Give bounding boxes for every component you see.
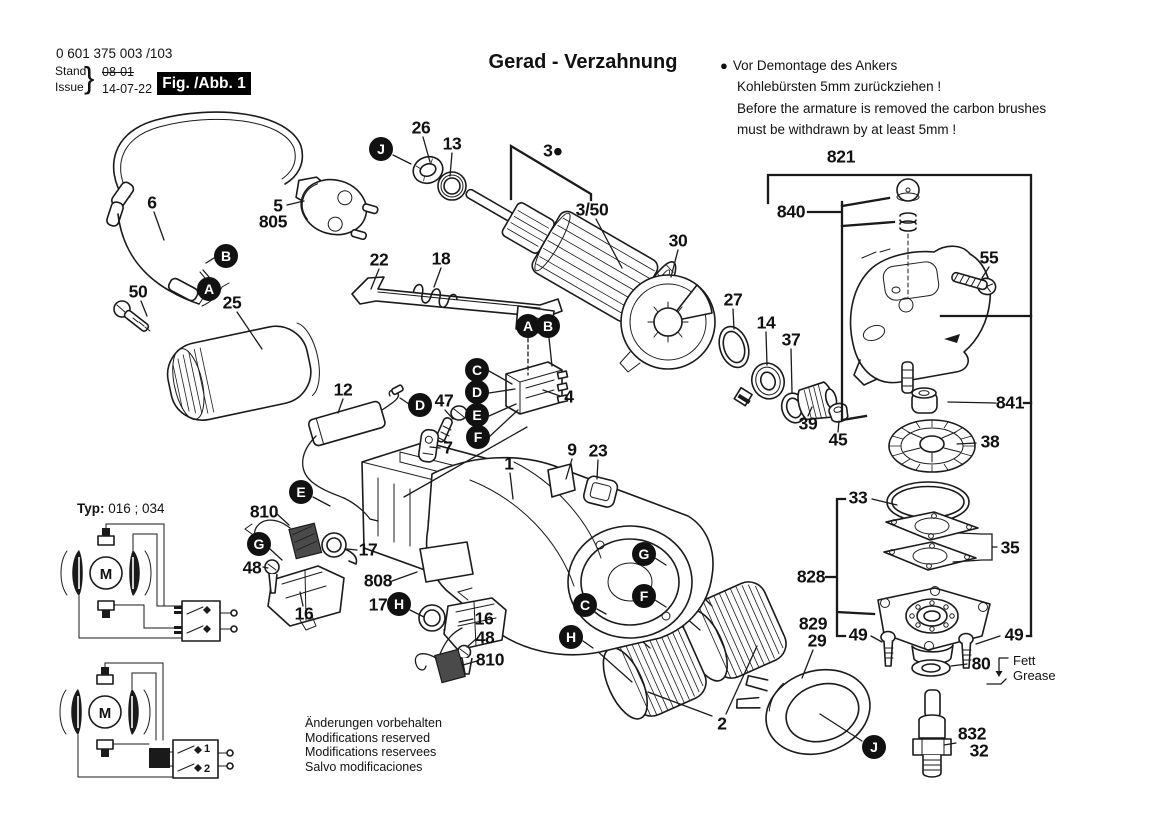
part-label-80: 80 (971, 653, 991, 674)
bearing-flange-drawing (878, 587, 990, 664)
part-label-4: 4 (564, 386, 574, 407)
part-label-37: 37 (781, 329, 801, 350)
part-label-48: 48 (242, 557, 262, 578)
switch-4-drawing (506, 362, 568, 414)
type-note-label: Typ: (77, 501, 105, 516)
part-label-38: 38 (980, 431, 1000, 452)
warning-notes (720, 55, 1060, 140)
part-label-841: 841 (995, 392, 1025, 413)
part-label-18: 18 (431, 248, 451, 269)
note-bullet: ● (720, 58, 728, 73)
power-cord-drawing (106, 112, 383, 306)
revision-brace: } (84, 60, 95, 95)
brush-group1-drawing (242, 520, 357, 630)
part-label-32: 32 (969, 740, 989, 761)
part-label-810: 810 (475, 649, 505, 670)
terminal-1-label: 1 (204, 743, 211, 755)
part-label-840: 840 (776, 201, 806, 222)
part-label-17: 17 (358, 539, 378, 560)
part-label-14: 14 (756, 312, 776, 333)
footer-line-1: Änderungen vorbehalten (305, 716, 442, 730)
part-label-30: 30 (668, 230, 688, 251)
key-drawing (734, 388, 752, 406)
part-label-33: 33 (848, 487, 868, 508)
callout-D: D (465, 380, 489, 404)
part-label-47: 47 (434, 390, 454, 411)
stand-label: Stand (55, 64, 87, 78)
callout-B: B (214, 244, 238, 268)
type-note (77, 501, 165, 516)
spindle-832-drawing (913, 690, 951, 777)
part-label-3: 3● (543, 140, 563, 161)
part-label-810: 810 (249, 501, 279, 522)
callout-F: F (632, 584, 656, 608)
ring-27-drawing (714, 323, 754, 372)
callout-G: G (632, 542, 656, 566)
part-label-6: 6 (147, 192, 157, 213)
window-9-drawing (548, 464, 575, 497)
part-label-55: 55 (979, 247, 999, 268)
part-label-16: 16 (474, 608, 494, 629)
callout-J: J (369, 137, 393, 161)
part-label-17: 17 (368, 594, 388, 615)
type-note-value: 016 ; 034 (104, 501, 165, 516)
grease-note-en: Grease (1013, 668, 1056, 683)
part-label-808: 808 (363, 570, 393, 591)
wiring-diagram-1 (61, 524, 237, 641)
wiring-diagram-2 (60, 663, 233, 778)
part-label-27: 27 (723, 289, 743, 310)
callout-A: A (197, 277, 221, 301)
part-label-829: 829 (798, 613, 828, 634)
issue-value: 14-07-22 (102, 82, 153, 96)
document-part-number: 0 601 375 003 /103 (56, 46, 173, 61)
part-label-22: 22 (369, 249, 389, 270)
callout-B: B (536, 314, 560, 338)
part-label-26: 26 (411, 117, 431, 138)
part-label-50: 50 (128, 281, 148, 302)
part-label-821: 821 (826, 146, 856, 167)
callout-E: E (289, 480, 313, 504)
callout-D: D (408, 393, 432, 417)
crown-gear-38-drawing (889, 420, 975, 472)
revision-block (55, 63, 86, 95)
baffle-30-drawing (620, 275, 715, 372)
clip-7-drawing (418, 429, 439, 463)
part-label-9: 9 (567, 439, 577, 460)
footer-line-2: Modifications reserved (305, 730, 431, 745)
part-label-16: 16 (294, 603, 314, 624)
lever-22-drawing (352, 277, 562, 335)
part-label-5: 5 (273, 195, 283, 216)
part-label-23: 23 (588, 440, 608, 461)
part-label-7: 7 (443, 437, 453, 458)
part-label-49: 49 (848, 624, 868, 645)
part-label-48: 48 (475, 627, 495, 648)
part-label-805: 805 (258, 211, 288, 232)
gasket-35b-drawing (884, 542, 976, 570)
callout-C: C (573, 593, 597, 617)
washer-80-drawing (912, 660, 950, 676)
callout-H: H (387, 592, 411, 616)
bearing-14-drawing (747, 359, 789, 403)
terminal-2-label: 2 (204, 763, 211, 775)
part-label-39: 39 (798, 413, 818, 434)
screw-50-drawing (114, 301, 150, 332)
note-en-line2: must be withdrawn by at least 5mm ! (737, 122, 957, 137)
note-de-line2: Kohlebürsten 5mm zurückziehen ! (737, 79, 942, 94)
callout-C: C (465, 358, 489, 382)
modifications-footer (305, 716, 442, 774)
bearing-13-drawing (438, 172, 466, 200)
note-en-line1: Before the armature is removed the carbon brushes (737, 101, 1047, 116)
callout-H: H (559, 625, 583, 649)
footer-line-3: Modifications reservees (305, 745, 437, 759)
grease-note-de: Fett (1013, 653, 1036, 668)
part-label-35: 35 (1000, 537, 1020, 558)
callout-F: F (466, 425, 490, 449)
pin-drawing (902, 362, 913, 393)
part-label-832: 832 (957, 723, 987, 744)
part-label-1: 1 (504, 453, 514, 474)
motor-cap-drawing (162, 318, 326, 426)
callout-J: J (862, 735, 886, 759)
part-label-3/50: 3/50 (575, 199, 609, 220)
footer-line-4: Salvo modificaciones (305, 759, 423, 774)
page-title: Gerad - Verzahnung (488, 51, 678, 73)
revision-values (102, 64, 152, 98)
part-label-828: 828 (796, 566, 826, 587)
sleeve-841-drawing (912, 388, 937, 413)
spring-840-drawing (900, 213, 916, 231)
part-label-13: 13 (442, 133, 462, 154)
note-de-line1: Vor Demontage des Ankers (732, 58, 898, 73)
part-label-12: 12 (333, 379, 353, 400)
callout-A: A (516, 314, 540, 338)
part-label-49: 49 (1004, 624, 1024, 645)
stand-value: 08-01 (102, 65, 134, 79)
part-label-2: 2 (717, 713, 727, 734)
callout-E: E (465, 403, 489, 427)
screw-49-right-drawing (959, 634, 973, 669)
plate-808-drawing (420, 542, 473, 582)
cap-840-drawing (897, 179, 919, 201)
plug-drawing (287, 170, 383, 245)
part-label-29: 29 (807, 630, 827, 651)
part-label-45: 45 (828, 429, 848, 450)
part-label-25: 25 (222, 292, 242, 313)
issue-label: Issue (55, 80, 84, 94)
screw-49-left-drawing (881, 632, 895, 667)
figure-label-box: Fig. /Abb. 1 (157, 72, 251, 95)
motor-symbol-1: M (99, 566, 113, 583)
screw-47-drawing (435, 406, 467, 443)
callout-G: G (247, 532, 271, 556)
motor-symbol-2: M (98, 705, 112, 722)
